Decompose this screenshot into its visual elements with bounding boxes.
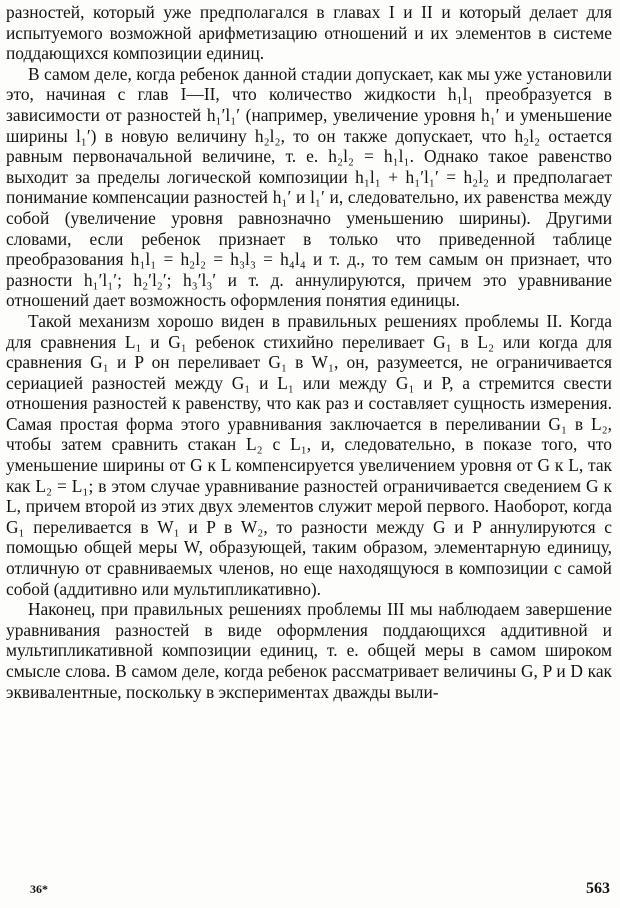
paragraph-fluid-conservation: В самом деле, когда ребенок данной стадии допускает, как мы уже установили это, начиная с глав I—II, что количество жидкости h₁l₁ преобразуется в зависимости от разностей h₁′l₁′ (например, увеличение уровня h₁′ и уменьшение ширины l₁′) в новую величину h₂l₂, то он также допускает, что h₂l₂ остается равным первоначальной величине, т. е. h₂l₂ = h₁l₁. Однако такое равенство выходит за пределы логической композиции h₁l₁ + h₁′l₁′ = h₂l₂ и предполагает понимание компенсации разностей h₁′ и l₁′ и, следовательно, их равенства между собой (увеличение уровня равнозначно уменьшению ширины). Другими словами, если ребенок признает в только что приведенной таблице преобразования h₁l₁ = h₂l₂ = h₃l₃ = h₄l₄ и т. д., то тем самым он признает, что разности h₁′l₁′; h₂′l₂′; h₃′l₃′ и т. д. аннулируются, причем это уравнивание отношений дает возможность оформления понятия единицы. [6, 63, 612, 311]
printer-signature-mark: 36* [30, 882, 48, 896]
page-footer [0, 880, 620, 902]
paragraph-continuation: разностей, который уже предполагался в главах I и II и который делает для испытуемого возможной арифметизацию отношений и их элементов в системе поддающихся композиции единиц. [6, 2, 612, 64]
paragraph-problem-three: Наконец, при правильных решениях проблемы III мы наблюдаем завершение уравнивания разностей в виде оформления поддающихся аддитивной и мультипликативной композиции единиц, т. е. общей меры в самом широком смысле слова. В самом деле, когда ребенок рассматривает величины G, P и D как эквивалентные, поскольку в экспериментах дважды выли- [6, 599, 612, 702]
page-number: 563 [586, 880, 610, 897]
body-text [6, 2, 612, 702]
paragraph-problem-two: Такой механизм хорошо виден в правильных решениях проблемы II. Когда для сравнения L₁ и G₁ ребенок стихийно переливает G₁ в L₂ или когда для сравнения G₁ и P он переливает G₁ в W₁, он, разумеется, не ограничивается сериацией разностей между G₁ и L₁ или между G₁ и P, а стремится свести отношения разностей к равенству, что как раз и составляет сущность измерения. Самая простая форма этого уравнивания заключается в переливании G₁ в L₂, чтобы затем сравнить стакан L₂ с L₁, и, следовательно, в показе того, что уменьшение ширины от G к L компенсируется увеличением уровня от G к L, так как L₂ = L₁; в этом случае уравнивание разностей ограничивается сведением G к L, причем второй из этих двух элементов служит мерой первого. Наоборот, когда G₁ переливается в W₁ и P в W₂, то разности между G и P аннулируются с помощью общей меры W, образующей, таким образом, элементарную единицу, отличную от сравниваемых членов, но еще находящуюся в композиции с самой собой (аддитивно или мультипликативно). [6, 310, 612, 599]
